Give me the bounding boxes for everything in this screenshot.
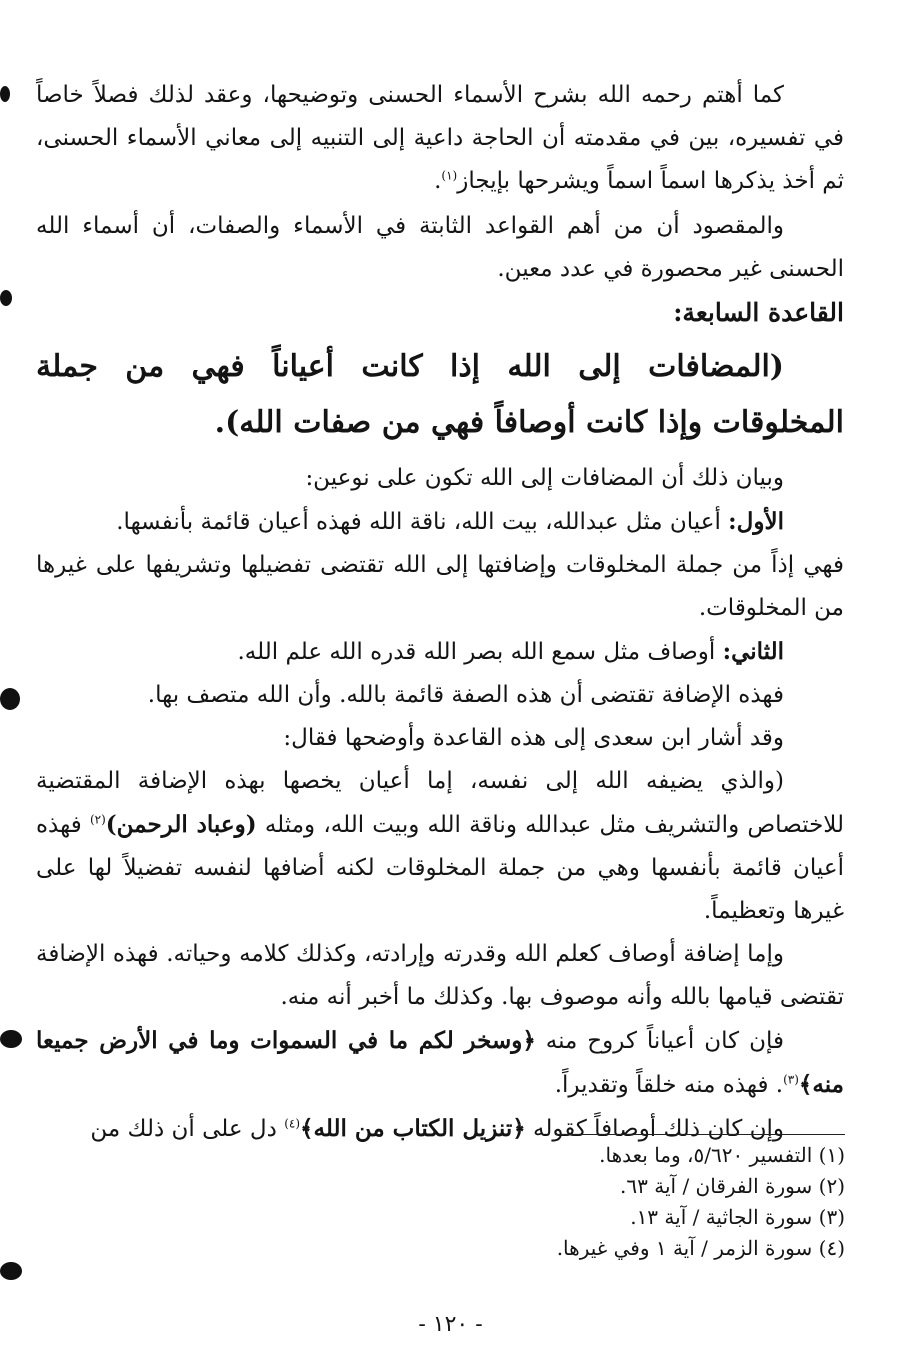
footnote-marker: (٣) (783, 1072, 799, 1087)
paragraph-text: وإن كان ذلك أوصافاً كقوله (533, 1116, 784, 1142)
paragraph: كما أهتم رحمه الله بشرح الأسماء الحسنى وتوضيحها، وعقد لذلك فصلاً خاصاً في تفسيره، بين في مقدمته أن الحاجة داعية إلى التنبيه إلى معاني الأسماء الحسنى، ثم أخذ يذكرها اسماً اسماً ويشرحها بإيجاز$^{(١)}$. (36, 82, 844, 194)
paragraph: فهذه الإضافة تقتضى أن هذه الصفة قائمة بالله. وأن الله متصف بها. (147, 682, 784, 708)
paragraph (36, 630, 844, 674)
rule-statement: (المضافات إلى الله إذا كانت أعياناً فهي من جملة المخلوقات وإذا كانت أوصافاً فهي من صفات الله). (36, 349, 844, 440)
paragraph (36, 1019, 844, 1107)
paragraph-text: أعيان مثل عبدالله، بيت الله، ناقة الله فهذه أعيان قائمة بأنفسها. (116, 509, 721, 535)
footnote-item: (٢) سورة الفرقان / آية ٦٣. (620, 1174, 845, 1198)
footnote-marker: (٢) (89, 812, 106, 827)
paragraph-text: كما أهتم رحمه الله بشرح الأسماء الحسنى وتوضيحها، وعقد لذلك فصلاً خاصاً في تفسيره، بين في مقدمته أن الحاجة داعية إلى التنبيه إلى معاني الأسماء الحسنى، ثم أخذ يذكرها اسماً اسماً ويشرحها بإيجاز (36, 82, 844, 194)
paragraph: وإما إضافة أوصاف كعلم الله وقدرته وإرادته، وكذلك كلامه وحياته. فهذه الإضافة تقتضى قيامها بالله وأنه موصوف بها. وكذلك ما أخبر أنه منه. (36, 941, 844, 1010)
page-body (36, 74, 844, 1151)
second-type-label: الثاني: (722, 638, 784, 665)
rule-heading: القاعدة السابعة: (673, 298, 844, 327)
footnote-item: (٤) سورة الزمر / آية ١ وفي غيرها. (556, 1236, 845, 1260)
footnote-item: (٣) سورة الجاثية / آية ١٣. (630, 1205, 845, 1229)
paragraph: وبيان ذلك أن المضافات إلى الله تكون على نوعين: (305, 465, 784, 491)
quotation-text: (والذي يضيفه الله إلى نفسه، إما أعيان يخصها بهذه الإضافة المقتضية للاختصاص والتشريف مثل عبدالله وناقة الله وبيت الله، ومثله (36, 768, 845, 838)
quran-verse: ﴿تنزيل الكتاب من الله﴾ (300, 1115, 526, 1142)
quran-verse: ﴿وسخر لكم ما في السموات وما في الأرض جميعا منه﴾ (36, 1027, 844, 1098)
quotation-verse: (وعباد الرحمن) (105, 811, 257, 838)
paragraph (36, 500, 844, 544)
quotation-text: فهذه أعيان قائمة بأنفسها وهي من جملة المخلوقات لكنه أضافها لنفسه تفضيلاً لها على غيرها وتعظيماً. (36, 812, 844, 924)
quotation (36, 760, 844, 933)
paragraph-text: دل على أن ذلك من (90, 1116, 277, 1142)
scan-mark (0, 688, 20, 710)
paragraph: والمقصود أن من أهم القواعد الثابتة في الأسماء والصفات، أن أسماء الله الحسنى غير محصورة في عدد معين. (36, 213, 844, 282)
page-number: - ١٢٠ - (418, 1312, 483, 1337)
scan-mark (0, 1262, 22, 1280)
footnote-marker: (١) (441, 168, 458, 183)
paragraph: وقد أشار ابن سعدى إلى هذه القاعدة وأوضحها فقال: (283, 725, 784, 751)
paragraph-text: . فهذه منه خلقاً وتقديراً. (554, 1072, 784, 1098)
paragraph-text: فإن كان أعياناً كروح منه (545, 1028, 784, 1054)
footnote-marker: (٤) (284, 1116, 301, 1131)
footnotes (425, 1140, 845, 1264)
scan-mark (0, 86, 10, 102)
footnote-item: (١) التفسير ٥/٦٢٠، وما بعدها. (599, 1143, 845, 1167)
scan-mark (0, 1030, 22, 1048)
scan-mark (0, 290, 12, 306)
footnote-divider (555, 1134, 845, 1135)
paragraph-text: أوصاف مثل سمع الله بصر الله قدره الله علم الله. (237, 639, 716, 665)
paragraph: فهي إذاً من جملة المخلوقات وإضافتها إلى الله تقتضى تفضيلها وتشريفها على غيرها من المخلوقات. (36, 552, 844, 621)
first-type-label: الأول: (728, 508, 784, 535)
